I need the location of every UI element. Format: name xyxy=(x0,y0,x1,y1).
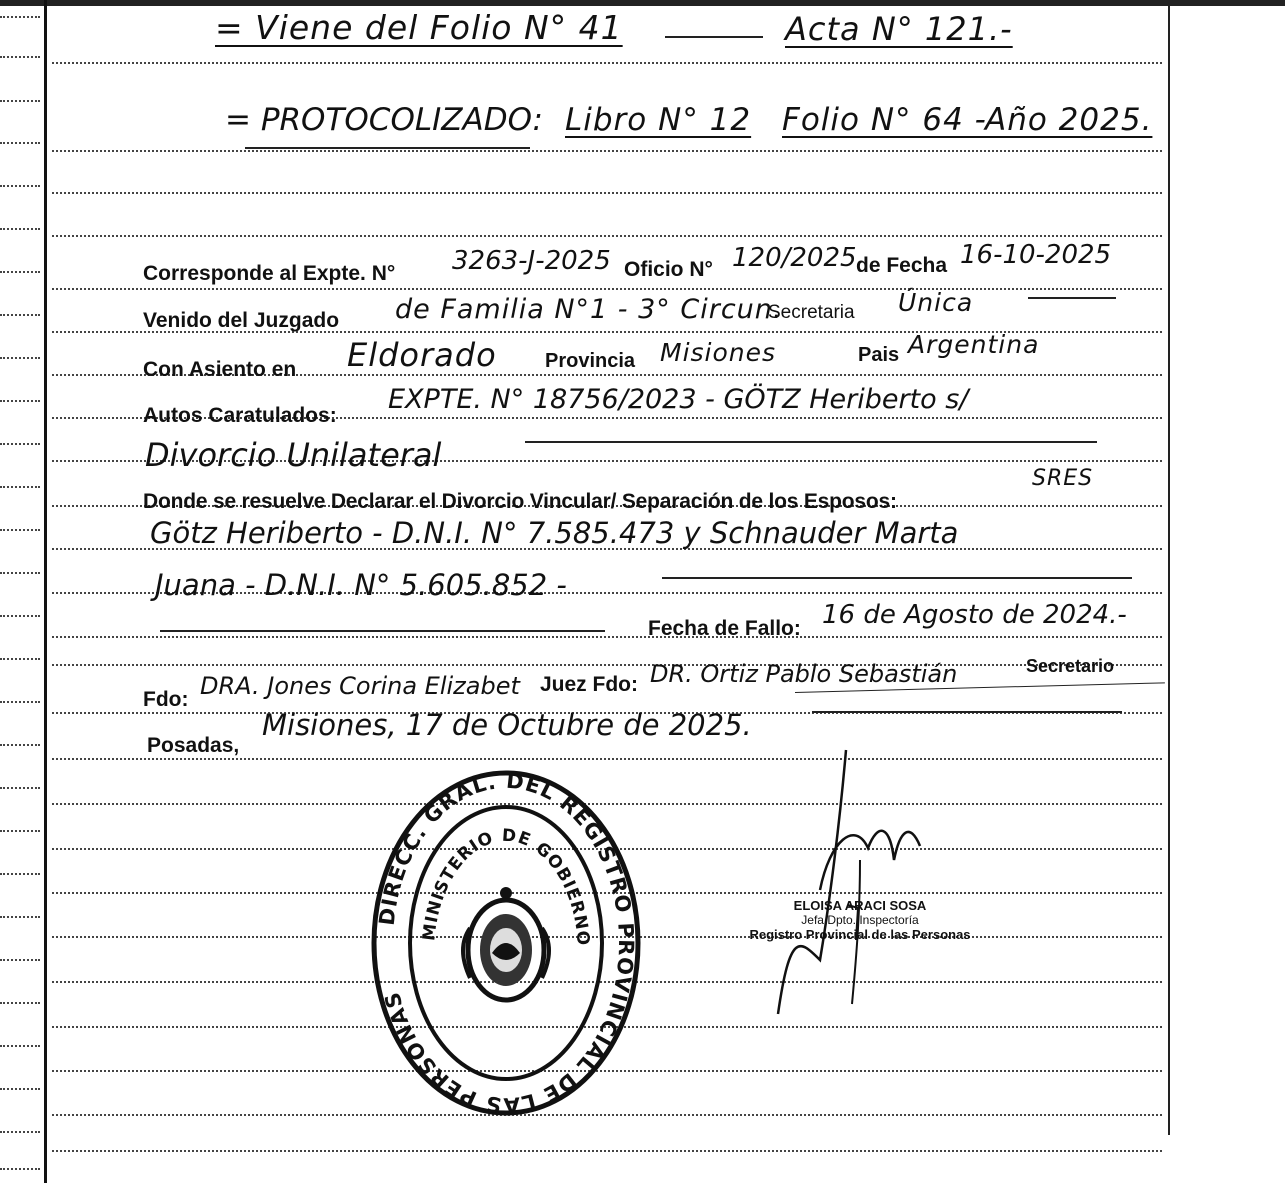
juez-fdo-label: Juez Fdo: xyxy=(540,673,638,696)
asiento-label: Con Asiento en xyxy=(143,358,297,381)
esposos-fill-line-2 xyxy=(160,630,605,632)
left-margin-dotted-line xyxy=(0,1131,40,1133)
esposos-prefix: SRES xyxy=(1032,466,1094,491)
left-margin-dotted-line xyxy=(0,873,40,875)
header-dash-line xyxy=(665,36,763,38)
left-margin-dotted-line xyxy=(0,400,40,402)
left-margin-dotted-line xyxy=(0,701,40,703)
page-top-edge xyxy=(0,0,1285,6)
left-margin-dotted-line xyxy=(0,486,40,488)
juzgado-value: de Familia N°1 - 3° Circun. xyxy=(395,294,783,325)
signatory-block xyxy=(700,898,1020,942)
left-margin-dotted-line xyxy=(0,1088,40,1090)
left-margin-dotted-line xyxy=(0,1045,40,1047)
viene-folio-text: = Viene del Folio N° 41 xyxy=(215,8,623,47)
ruled-dotted-line xyxy=(52,192,1162,194)
juez-name-value: DRA. Jones Corina Elizabet xyxy=(200,672,520,700)
left-margin-dotted-line xyxy=(0,787,40,789)
ruled-dotted-line xyxy=(52,636,1162,638)
secretario-label: Secretario xyxy=(1026,656,1115,676)
secretaria-label: Secretaria xyxy=(768,302,855,323)
left-margin-dotted-line xyxy=(0,658,40,660)
ruled-dotted-line xyxy=(52,235,1162,237)
posadas-label: Posadas, xyxy=(147,734,240,757)
left-margin-dotted-line xyxy=(0,357,40,359)
fallo-value: 16 de Agosto de 2024.- xyxy=(822,600,1127,630)
signatory-office: Registro Provincial de las Personas xyxy=(749,927,971,942)
left-margin-dotted-line xyxy=(0,959,40,961)
protocolizado-label: = PROTOCOLIZADO: xyxy=(225,102,543,138)
esposos-fill-line-1 xyxy=(662,577,1132,579)
protocolizado-underline xyxy=(245,147,530,149)
seal-inner-text: MINISTERIO DE GOBIERNO xyxy=(419,825,594,947)
left-margin-dotted-line xyxy=(0,100,40,102)
official-seal xyxy=(370,768,642,1118)
ruled-dotted-line xyxy=(52,758,1162,760)
ruled-dotted-line xyxy=(52,288,1162,290)
ruled-dotted-line xyxy=(52,150,1162,152)
posadas-date-value: Misiones, 17 de Octubre de 2025. xyxy=(262,708,752,742)
expte-number-value: 3263-J-2025 xyxy=(452,246,611,276)
left-margin-dotted-line xyxy=(0,271,40,273)
left-margin-dotted-line xyxy=(0,744,40,746)
coat-of-arms-emblem xyxy=(463,887,549,1000)
secretaria-fill-line xyxy=(1028,297,1116,299)
left-margin-dotted-line xyxy=(0,16,40,18)
provincia-label: Provincia xyxy=(545,350,636,372)
ruled-dotted-line xyxy=(52,62,1162,64)
left-margin-rule xyxy=(44,0,47,1183)
left-margin-dotted-line xyxy=(0,142,40,144)
handwritten-signature xyxy=(760,730,960,1020)
fallo-label: Fecha de Fallo: xyxy=(648,617,801,640)
ruled-dotted-line xyxy=(52,1150,1162,1152)
left-margin-dotted-line xyxy=(0,185,40,187)
secretaria-value: Única xyxy=(898,288,974,317)
anio-text: Año 2025. xyxy=(985,102,1153,138)
autos-value-line-2: Divorcio Unilateral xyxy=(145,436,442,474)
pais-label: Pais xyxy=(858,344,900,366)
left-margin-dotted-line xyxy=(0,830,40,832)
esposos-line-1: Götz Heriberto - D.N.I. N° 7.585.473 y Schnauder Marta xyxy=(150,516,959,550)
left-margin-dotted-line xyxy=(0,529,40,531)
autos-value-line-1: EXPTE. N° 18756/2023 - GÖTZ Heriberto s/ xyxy=(388,384,969,415)
left-margin-dotted-line xyxy=(0,615,40,617)
fdo-label: Fdo: xyxy=(143,688,189,711)
posadas-fill-line xyxy=(812,711,1122,713)
signatory-position: Jefa Dpto. Inspectoría xyxy=(801,913,919,927)
left-margin-dotted-line xyxy=(0,314,40,316)
libro-number-text: Libro N° 12 xyxy=(565,102,752,138)
right-margin-rule xyxy=(1168,0,1170,1135)
left-margin-dotted-line xyxy=(0,572,40,574)
left-margin-dotted-line xyxy=(0,916,40,918)
autos-label: Autos Caratulados: xyxy=(143,404,337,427)
left-margin-dotted-line xyxy=(0,56,40,58)
left-margin-dotted-line xyxy=(0,1002,40,1004)
seal-outer-text: DIRECC. GRAL. DEL REGISTRO PROVINCIAL DE LAS PERSONAS xyxy=(374,768,639,1118)
resuelve-label: Donde se resuelve Declarar el Divorcio Vincular/ Separación de los Esposos: xyxy=(143,490,897,513)
asiento-value: Eldorado xyxy=(347,336,497,374)
esposos-line-2: Juana - D.N.I. N° 5.605.852 - xyxy=(155,568,567,602)
oficio-number-value: 120/2025 xyxy=(732,243,857,273)
pais-value: Argentina xyxy=(908,330,1040,359)
signatory-name: ELOISA ARACI SOSA xyxy=(793,898,927,913)
folio-number-text: Folio N° 64 - xyxy=(782,102,987,138)
fecha-label: de Fecha xyxy=(856,254,948,277)
juzgado-label: Venido del Juzgado xyxy=(143,309,340,332)
fecha-oficio-value: 16-10-2025 xyxy=(960,240,1112,270)
left-margin-dotted-line xyxy=(0,1168,40,1170)
left-margin-dotted-line xyxy=(0,443,40,445)
left-margin-dotted-line xyxy=(0,228,40,230)
provincia-value: Misiones xyxy=(660,338,777,367)
ruled-dotted-line xyxy=(52,664,1162,666)
oficio-label: Oficio N° xyxy=(624,258,713,281)
expte-label: Corresponde al Expte. N° xyxy=(143,262,396,285)
autos-fill-line xyxy=(525,441,1097,443)
acta-number-text: Acta N° 121.- xyxy=(785,10,1013,48)
secretario-name-value: DR. Ortiz Pablo Sebastián xyxy=(650,660,958,688)
